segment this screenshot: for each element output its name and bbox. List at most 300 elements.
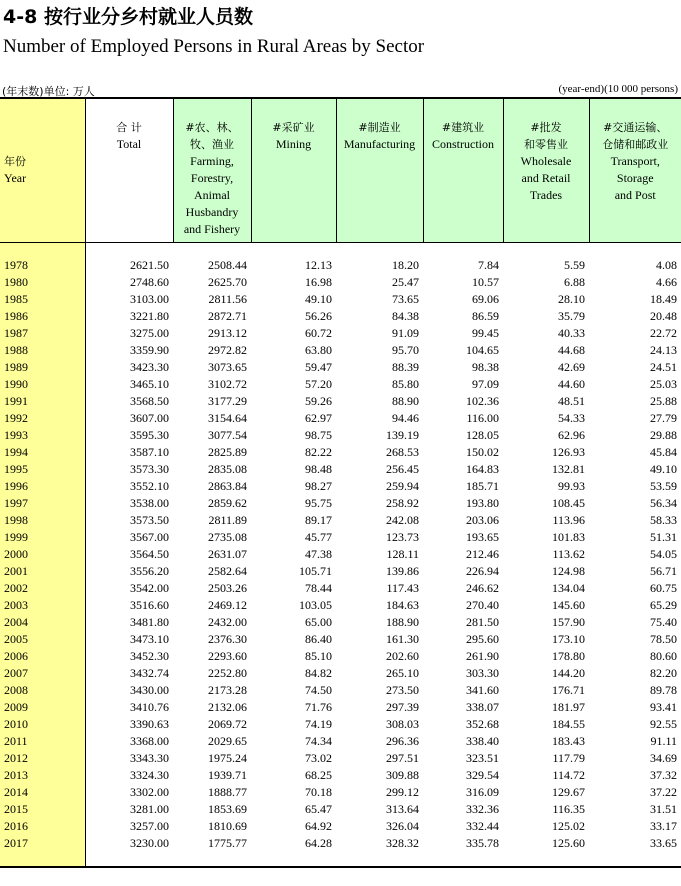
value-cell: 3077.54 bbox=[208, 427, 247, 442]
value-cell: 113.96 bbox=[552, 512, 585, 527]
header-label-cn: #采矿业 bbox=[272, 121, 315, 134]
value-cell: 98.27 bbox=[305, 478, 332, 493]
value-cell: 184.63 bbox=[386, 597, 419, 612]
value-cell: 103.05 bbox=[299, 597, 332, 612]
value-cell: 161.30 bbox=[386, 631, 419, 646]
value-cell: 1810.69 bbox=[208, 818, 247, 833]
table-row bbox=[0, 512, 681, 529]
value-cell: 3607.00 bbox=[130, 410, 169, 425]
table-row bbox=[0, 359, 681, 376]
value-cell: 25.47 bbox=[392, 274, 419, 289]
value-cell: 54.05 bbox=[650, 546, 677, 561]
value-cell: 308.03 bbox=[386, 716, 419, 731]
value-cell: 184.55 bbox=[552, 716, 585, 731]
header-label-cn: #农、林、 牧、渔业 bbox=[185, 121, 239, 151]
table-row bbox=[0, 274, 681, 291]
value-cell: 95.70 bbox=[392, 342, 419, 357]
value-cell: 47.38 bbox=[305, 546, 332, 561]
value-cell: 296.36 bbox=[386, 733, 419, 748]
year-cell: 1995 bbox=[0, 461, 85, 478]
table-row bbox=[0, 716, 681, 733]
value-cell: 3154.64 bbox=[208, 410, 247, 425]
value-cell: 3552.10 bbox=[130, 478, 169, 493]
value-cell: 116.00 bbox=[466, 410, 499, 425]
table-row bbox=[0, 648, 681, 665]
year-cell: 2010 bbox=[0, 716, 85, 733]
value-cell: 92.55 bbox=[650, 716, 677, 731]
value-cell: 3481.80 bbox=[130, 614, 169, 629]
value-cell: 18.49 bbox=[650, 291, 677, 306]
value-cell: 42.69 bbox=[558, 359, 585, 374]
year-cell: 2016 bbox=[0, 818, 85, 835]
value-cell: 183.43 bbox=[552, 733, 585, 748]
table-row bbox=[0, 461, 681, 478]
value-cell: 3556.20 bbox=[130, 563, 169, 578]
value-cell: 3432.74 bbox=[130, 665, 169, 680]
table-row bbox=[0, 750, 681, 767]
value-cell: 3568.50 bbox=[130, 393, 169, 408]
header-label-en: Wholesale and Retail Trades bbox=[520, 154, 572, 202]
value-cell: 25.88 bbox=[650, 393, 677, 408]
value-cell: 27.79 bbox=[650, 410, 677, 425]
value-cell: 73.65 bbox=[392, 291, 419, 306]
value-cell: 82.22 bbox=[305, 444, 332, 459]
header-col-2 bbox=[173, 98, 251, 242]
value-cell: 203.06 bbox=[466, 512, 499, 527]
value-cell: 85.10 bbox=[305, 648, 332, 663]
header-row bbox=[0, 98, 681, 242]
value-cell: 54.33 bbox=[558, 410, 585, 425]
year-cell: 1980 bbox=[0, 274, 85, 291]
year-cell: 1996 bbox=[0, 478, 85, 495]
header-label-en: Transport, Storage and Post bbox=[610, 154, 660, 202]
value-cell: 4.08 bbox=[656, 257, 677, 272]
table-row bbox=[0, 444, 681, 461]
value-cell: 65.00 bbox=[305, 614, 332, 629]
header-label-cn: 合 计 bbox=[116, 121, 142, 134]
value-cell: 303.30 bbox=[466, 665, 499, 680]
value-cell: 139.86 bbox=[386, 563, 419, 578]
year-cell: 1991 bbox=[0, 393, 85, 410]
value-cell: 185.71 bbox=[466, 478, 499, 493]
value-cell: 3452.30 bbox=[130, 648, 169, 663]
value-cell: 2835.08 bbox=[208, 461, 247, 476]
year-cell: 1994 bbox=[0, 444, 85, 461]
page-title-en: Number of Employed Persons in Rural Areas by Sector bbox=[3, 36, 425, 57]
table-body bbox=[0, 242, 681, 867]
table-row bbox=[0, 376, 681, 393]
value-cell: 2132.06 bbox=[208, 699, 247, 714]
value-cell: 3516.60 bbox=[130, 597, 169, 612]
header-label-en: Farming, Forestry, Animal Husbandry and Fishery bbox=[183, 154, 241, 236]
value-cell: 80.60 bbox=[650, 648, 677, 663]
value-cell: 3390.63 bbox=[130, 716, 169, 731]
year-cell: 2005 bbox=[0, 631, 85, 648]
year-cell: 1993 bbox=[0, 427, 85, 444]
value-cell: 3473.10 bbox=[130, 631, 169, 646]
value-cell: 273.50 bbox=[386, 682, 419, 697]
value-cell: 338.40 bbox=[466, 733, 499, 748]
value-cell: 242.08 bbox=[386, 512, 419, 527]
table-row bbox=[0, 784, 681, 801]
header-label-en: Manufacturing bbox=[343, 137, 416, 151]
value-cell: 2735.08 bbox=[208, 529, 247, 544]
value-cell: 101.83 bbox=[552, 529, 585, 544]
value-cell: 3573.50 bbox=[130, 512, 169, 527]
value-cell: 45.77 bbox=[305, 529, 332, 544]
value-cell: 178.80 bbox=[552, 648, 585, 663]
value-cell: 259.94 bbox=[386, 478, 419, 493]
value-cell: 45.84 bbox=[650, 444, 677, 459]
value-cell: 3587.10 bbox=[130, 444, 169, 459]
value-cell: 2173.28 bbox=[208, 682, 247, 697]
value-cell: 2811.89 bbox=[208, 512, 247, 527]
value-cell: 86.40 bbox=[305, 631, 332, 646]
value-cell: 226.94 bbox=[466, 563, 499, 578]
value-cell: 3538.00 bbox=[130, 495, 169, 510]
value-cell: 62.96 bbox=[558, 427, 585, 442]
value-cell: 49.10 bbox=[650, 461, 677, 476]
value-cell: 18.20 bbox=[392, 257, 419, 272]
year-cell: 2011 bbox=[0, 733, 85, 750]
value-cell: 2913.12 bbox=[208, 325, 247, 340]
value-cell: 212.46 bbox=[466, 546, 499, 561]
year-cell: 2001 bbox=[0, 563, 85, 580]
value-cell: 86.59 bbox=[472, 308, 499, 323]
header-col-5 bbox=[423, 98, 503, 242]
year-cell: 2006 bbox=[0, 648, 85, 665]
header-label-en: Total bbox=[116, 137, 142, 151]
value-cell: 3595.30 bbox=[130, 427, 169, 442]
value-cell: 31.51 bbox=[650, 801, 677, 816]
value-cell: 173.10 bbox=[552, 631, 585, 646]
value-cell: 125.02 bbox=[552, 818, 585, 833]
value-cell: 3073.65 bbox=[208, 359, 247, 374]
value-cell: 145.60 bbox=[552, 597, 585, 612]
value-cell: 2029.65 bbox=[208, 733, 247, 748]
value-cell: 2811.56 bbox=[208, 291, 247, 306]
header-col-4 bbox=[336, 98, 423, 242]
year-cell: 2002 bbox=[0, 580, 85, 597]
value-cell: 102.36 bbox=[466, 393, 499, 408]
value-cell: 51.31 bbox=[650, 529, 677, 544]
value-cell: 91.11 bbox=[650, 733, 677, 748]
value-cell: 60.72 bbox=[305, 325, 332, 340]
value-cell: 2252.80 bbox=[208, 665, 247, 680]
value-cell: 98.48 bbox=[305, 461, 332, 476]
value-cell: 3275.00 bbox=[130, 325, 169, 340]
year-cell: 2009 bbox=[0, 699, 85, 716]
value-cell: 53.59 bbox=[650, 478, 677, 493]
value-cell: 3465.10 bbox=[130, 376, 169, 391]
value-cell: 85.80 bbox=[392, 376, 419, 391]
value-cell: 60.75 bbox=[650, 580, 677, 595]
value-cell: 188.90 bbox=[386, 614, 419, 629]
value-cell: 16.98 bbox=[305, 274, 332, 289]
value-cell: 164.83 bbox=[466, 461, 499, 476]
value-cell: 193.65 bbox=[466, 529, 499, 544]
value-cell: 3573.30 bbox=[130, 461, 169, 476]
value-cell: 313.64 bbox=[386, 801, 419, 816]
header-year bbox=[0, 98, 85, 242]
header-col-7 bbox=[589, 98, 681, 242]
value-cell: 246.62 bbox=[466, 580, 499, 595]
value-cell: 10.57 bbox=[472, 274, 499, 289]
value-cell: 62.97 bbox=[305, 410, 332, 425]
value-cell: 193.80 bbox=[466, 495, 499, 510]
value-cell: 78.50 bbox=[650, 631, 677, 646]
value-cell: 332.44 bbox=[466, 818, 499, 833]
value-cell: 65.47 bbox=[305, 801, 332, 816]
value-cell: 329.54 bbox=[466, 767, 499, 782]
value-cell: 3567.00 bbox=[130, 529, 169, 544]
value-cell: 37.22 bbox=[650, 784, 677, 799]
value-cell: 56.34 bbox=[650, 495, 677, 510]
value-cell: 63.80 bbox=[305, 342, 332, 357]
table-row bbox=[0, 563, 681, 580]
value-cell: 126.93 bbox=[552, 444, 585, 459]
value-cell: 95.75 bbox=[305, 495, 332, 510]
value-cell: 2469.12 bbox=[208, 597, 247, 612]
header-label-cn: #建筑业 bbox=[441, 121, 485, 134]
year-cell: 2000 bbox=[0, 546, 85, 563]
value-cell: 3542.00 bbox=[130, 580, 169, 595]
year-cell: 2004 bbox=[0, 614, 85, 631]
table-row bbox=[0, 478, 681, 495]
value-cell: 33.17 bbox=[650, 818, 677, 833]
value-cell: 2972.82 bbox=[208, 342, 247, 357]
year-cell: 1986 bbox=[0, 308, 85, 325]
value-cell: 108.45 bbox=[552, 495, 585, 510]
value-cell: 268.53 bbox=[386, 444, 419, 459]
value-cell: 297.51 bbox=[386, 750, 419, 765]
header-label-cn: 年份 bbox=[4, 155, 26, 169]
value-cell: 299.12 bbox=[386, 784, 419, 799]
header-label-cn: #交通运输、 仓储和邮政业 bbox=[602, 121, 669, 151]
value-cell: 2621.50 bbox=[130, 257, 169, 272]
value-cell: 2293.60 bbox=[208, 648, 247, 663]
table-row bbox=[0, 767, 681, 784]
table-row bbox=[0, 410, 681, 427]
value-cell: 24.13 bbox=[650, 342, 677, 357]
value-cell: 328.32 bbox=[336, 835, 423, 867]
value-cell: 74.19 bbox=[305, 716, 332, 731]
value-cell: 139.19 bbox=[386, 427, 419, 442]
header-label-en: Year bbox=[4, 171, 27, 186]
value-cell: 338.07 bbox=[466, 699, 499, 714]
value-cell: 1775.77 bbox=[173, 835, 251, 867]
value-cell: 3410.76 bbox=[130, 699, 169, 714]
table-row bbox=[0, 495, 681, 512]
unit-note-cn: (年末数)单位: 万人 bbox=[2, 85, 95, 98]
value-cell: 128.11 bbox=[386, 546, 419, 561]
year-cell: 1998 bbox=[0, 512, 85, 529]
value-cell: 265.10 bbox=[386, 665, 419, 680]
value-cell: 123.73 bbox=[386, 529, 419, 544]
value-cell: 64.92 bbox=[305, 818, 332, 833]
value-cell: 69.06 bbox=[472, 291, 499, 306]
table-row bbox=[0, 835, 681, 867]
value-cell: 12.13 bbox=[305, 257, 332, 272]
value-cell: 281.50 bbox=[466, 614, 499, 629]
value-cell: 97.09 bbox=[472, 376, 499, 391]
year-cell: 2017 bbox=[0, 835, 85, 867]
value-cell: 78.44 bbox=[305, 580, 332, 595]
value-cell: 99.93 bbox=[558, 478, 585, 493]
header-label-cn: #制造业 bbox=[358, 121, 401, 134]
table-row bbox=[0, 614, 681, 631]
value-cell: 56.26 bbox=[305, 308, 332, 323]
table-row bbox=[0, 665, 681, 682]
value-cell: 64.28 bbox=[251, 835, 336, 867]
value-cell: 58.33 bbox=[650, 512, 677, 527]
header-label-cn: #批发 和零售业 bbox=[524, 121, 568, 151]
value-cell: 117.79 bbox=[552, 750, 585, 765]
value-cell: 309.88 bbox=[386, 767, 419, 782]
value-cell: 25.03 bbox=[650, 376, 677, 391]
table-row bbox=[0, 597, 681, 614]
value-cell: 316.09 bbox=[466, 784, 499, 799]
value-cell: 22.72 bbox=[650, 325, 677, 340]
value-cell: 89.78 bbox=[650, 682, 677, 697]
value-cell: 98.75 bbox=[305, 427, 332, 442]
value-cell: 2582.64 bbox=[208, 563, 247, 578]
value-cell: 35.79 bbox=[558, 308, 585, 323]
year-cell: 2014 bbox=[0, 784, 85, 801]
value-cell: 82.20 bbox=[650, 665, 677, 680]
value-cell: 2863.84 bbox=[208, 478, 247, 493]
table-row bbox=[0, 546, 681, 563]
year-cell: 1990 bbox=[0, 376, 85, 393]
value-cell: 124.98 bbox=[552, 563, 585, 578]
value-cell: 91.09 bbox=[392, 325, 419, 340]
value-cell: 335.78 bbox=[423, 835, 503, 867]
table-row bbox=[0, 393, 681, 410]
table-row bbox=[0, 242, 681, 274]
year-cell: 1987 bbox=[0, 325, 85, 342]
table-row bbox=[0, 733, 681, 750]
value-cell: 134.04 bbox=[552, 580, 585, 595]
value-cell: 341.60 bbox=[466, 682, 499, 697]
year-cell: 2008 bbox=[0, 682, 85, 699]
value-cell: 150.02 bbox=[466, 444, 499, 459]
value-cell: 114.72 bbox=[552, 767, 585, 782]
value-cell: 59.26 bbox=[305, 393, 332, 408]
value-cell: 29.88 bbox=[650, 427, 677, 442]
value-cell: 68.25 bbox=[305, 767, 332, 782]
value-cell: 132.81 bbox=[552, 461, 585, 476]
value-cell: 258.92 bbox=[386, 495, 419, 510]
value-cell: 71.76 bbox=[305, 699, 332, 714]
value-cell: 261.90 bbox=[466, 648, 499, 663]
value-cell: 3302.00 bbox=[130, 784, 169, 799]
value-cell: 144.20 bbox=[552, 665, 585, 680]
value-cell: 94.46 bbox=[392, 410, 419, 425]
value-cell: 44.68 bbox=[558, 342, 585, 357]
year-cell: 1985 bbox=[0, 291, 85, 308]
header-label-en: Construction bbox=[432, 137, 494, 151]
value-cell: 297.39 bbox=[386, 699, 419, 714]
table-row bbox=[0, 818, 681, 835]
year-cell: 2012 bbox=[0, 750, 85, 767]
value-cell: 3430.00 bbox=[130, 682, 169, 697]
value-cell: 5.59 bbox=[564, 257, 585, 272]
unit-note-en: (year-end)(10 000 persons) bbox=[558, 83, 678, 95]
value-cell: 3343.30 bbox=[130, 750, 169, 765]
year-cell: 1988 bbox=[0, 342, 85, 359]
header-col-3 bbox=[251, 98, 336, 242]
year-cell: 1989 bbox=[0, 359, 85, 376]
value-cell: 65.29 bbox=[650, 597, 677, 612]
value-cell: 3368.00 bbox=[130, 733, 169, 748]
value-cell: 89.17 bbox=[305, 512, 332, 527]
year-cell: 1978 bbox=[0, 242, 85, 274]
table-row bbox=[0, 291, 681, 308]
value-cell: 3230.00 bbox=[85, 835, 173, 867]
value-cell: 3423.30 bbox=[130, 359, 169, 374]
value-cell: 2748.60 bbox=[130, 274, 169, 289]
value-cell: 105.71 bbox=[299, 563, 332, 578]
value-cell: 3564.50 bbox=[130, 546, 169, 561]
value-cell: 326.04 bbox=[386, 818, 419, 833]
table-row bbox=[0, 682, 681, 699]
value-cell: 202.60 bbox=[386, 648, 419, 663]
employment-table bbox=[0, 97, 681, 868]
value-cell: 3103.00 bbox=[130, 291, 169, 306]
value-cell: 3359.90 bbox=[130, 342, 169, 357]
value-cell: 88.39 bbox=[392, 359, 419, 374]
header-label-en: Mining bbox=[275, 137, 312, 151]
value-cell: 2825.89 bbox=[208, 444, 247, 459]
value-cell: 34.69 bbox=[650, 750, 677, 765]
value-cell: 7.84 bbox=[478, 257, 499, 272]
header-col-6 bbox=[503, 98, 589, 242]
value-cell: 157.90 bbox=[552, 614, 585, 629]
value-cell: 48.51 bbox=[558, 393, 585, 408]
year-cell: 2007 bbox=[0, 665, 85, 682]
value-cell: 295.60 bbox=[466, 631, 499, 646]
value-cell: 99.45 bbox=[472, 325, 499, 340]
value-cell: 3324.30 bbox=[130, 767, 169, 782]
value-cell: 59.47 bbox=[305, 359, 332, 374]
page-title-cn: 4-8 按行业分乡村就业人员数 bbox=[3, 6, 253, 28]
value-cell: 24.51 bbox=[650, 359, 677, 374]
table-row bbox=[0, 699, 681, 716]
value-cell: 104.65 bbox=[466, 342, 499, 357]
value-cell: 176.71 bbox=[552, 682, 585, 697]
value-cell: 270.40 bbox=[466, 597, 499, 612]
year-cell: 2003 bbox=[0, 597, 85, 614]
value-cell: 3102.72 bbox=[208, 376, 247, 391]
value-cell: 2432.00 bbox=[208, 614, 247, 629]
value-cell: 75.40 bbox=[650, 614, 677, 629]
value-cell: 2625.70 bbox=[208, 274, 247, 289]
value-cell: 1888.77 bbox=[208, 784, 247, 799]
table-row bbox=[0, 529, 681, 546]
value-cell: 44.60 bbox=[558, 376, 585, 391]
value-cell: 88.90 bbox=[392, 393, 419, 408]
table-row bbox=[0, 580, 681, 597]
value-cell: 2069.72 bbox=[208, 716, 247, 731]
value-cell: 1853.69 bbox=[208, 801, 247, 816]
value-cell: 2859.62 bbox=[208, 495, 247, 510]
table-row bbox=[0, 325, 681, 342]
value-cell: 323.51 bbox=[466, 750, 499, 765]
value-cell: 3221.80 bbox=[130, 308, 169, 323]
value-cell: 33.65 bbox=[589, 835, 681, 867]
value-cell: 2376.30 bbox=[208, 631, 247, 646]
value-cell: 3257.00 bbox=[130, 818, 169, 833]
